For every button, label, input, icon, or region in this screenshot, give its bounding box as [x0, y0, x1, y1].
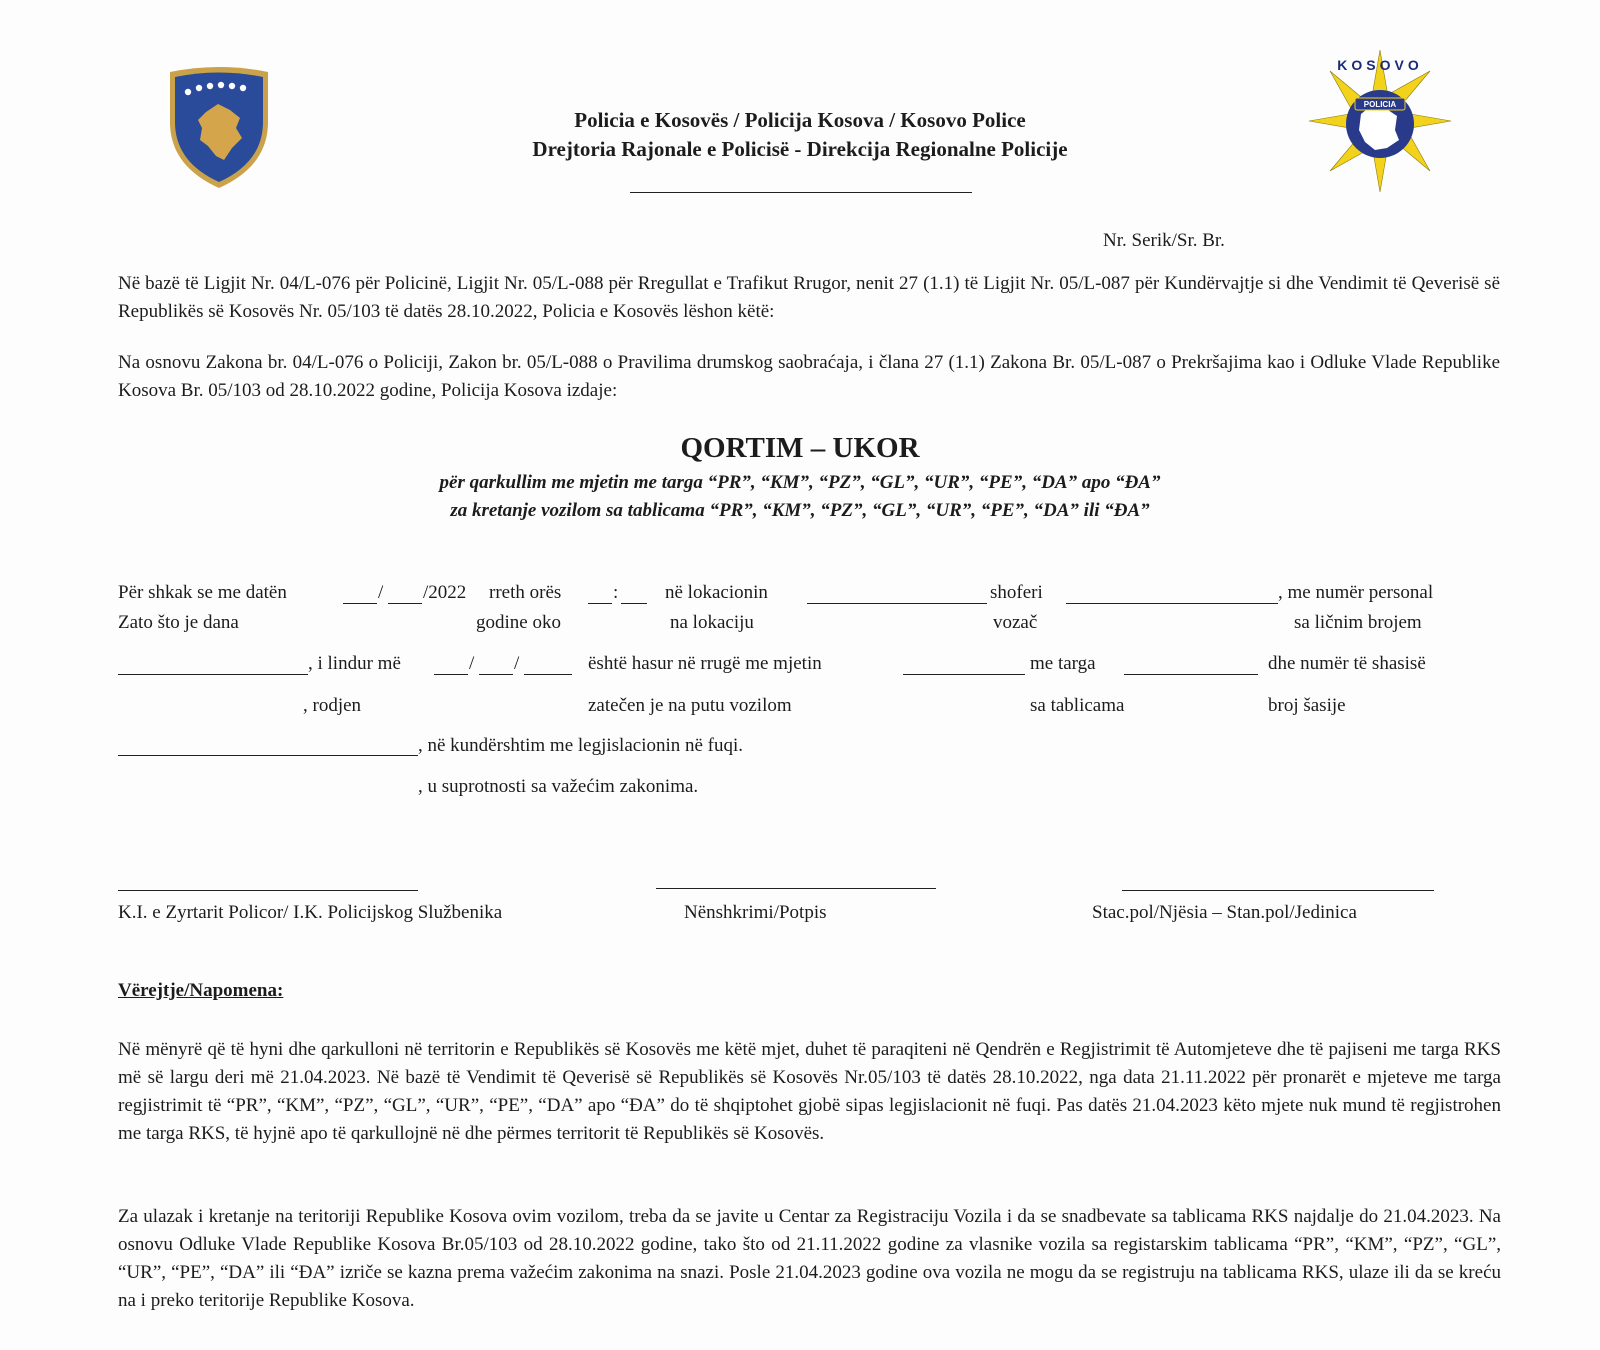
- vehicle-field[interactable]: [903, 674, 1025, 675]
- plates-field[interactable]: [1124, 674, 1258, 675]
- birth-year-field[interactable]: [524, 674, 572, 675]
- subtitle-serbian: za kretanje vozilom sa tablicama “PR”, “KM”, “PZ”, “GL”, “UR”, “PE”, “DA” ili “ĐA”: [450, 500, 1150, 521]
- intro-paragraph-serbian: Na osnovu Zakona br. 04/L-076 o Policiji, Zakon br. 05/L-088 o Pravilima drumskog saobraćaja, i člana 27 (1.1) Zakona Br. 05/L-087 o Prekršajima kao i Odluke Vlade Republike Kosova Br. 05/103 od 28.10.2022 godine, Policija Kosova izdaje:: [118, 352, 1500, 401]
- birth-separator-1: /: [469, 653, 475, 674]
- birth-separator-2: /: [514, 653, 520, 674]
- date-label-sq: Për shkak se me datën: [118, 582, 287, 603]
- note-paragraph-albanian: Në mënyrë që të hyni dhe qarkulloni në territorin e Republikës së Kosovës me këtë mjet, duhet të paraqiteni në Qendrën e Regjistrimit të Automjeteve dhe të pajiseni me targa RKS më së largu deri më 21.04.2023. Në bazë të Vendimit të Qeverisë së Republikës së Kosovës Nr.05/103 të datës 28.10.2022, nga data 21.11.2022 për pronarët e mjeteve me targa regjistrimit të “PR”, “KM”, “PZ”, “GL”, “UR”, “PE”, “DA” apo “ĐA” do të shqiptohet gjobë sipas legjislacionit në fuqi. Pas datës 21.04.2023 këto mjete nuk mund të regjistrohen me targa RKS, të hyjnë apo të qarkullojnë në dhe përmes territorit të Republikës së Kosovës.: [118, 1039, 1501, 1144]
- time-hour-field[interactable]: [588, 603, 612, 604]
- time-minute-field[interactable]: [621, 603, 647, 604]
- driver-label-sr: vozač: [993, 612, 1038, 633]
- plates-label-sr: sa tablicama: [1030, 695, 1125, 716]
- date-separator: /: [378, 582, 384, 603]
- contrary-to-law-sq: , në kundërshtim me legjislacionin në fuqi.: [418, 735, 744, 756]
- personal-number-field[interactable]: [118, 674, 308, 675]
- police-banner-text: POLICIA: [1363, 100, 1397, 109]
- time-separator: :: [613, 582, 619, 603]
- time-label-sq: rreth orës: [489, 582, 562, 603]
- signature-label: Nënshkrimi/Potpis: [684, 902, 827, 923]
- birth-month-field[interactable]: [479, 674, 513, 675]
- date-label-sr: Zato što je dana: [118, 612, 239, 633]
- station-label: Stac.pol/Njësia – Stan.pol/Jedinica: [1092, 902, 1357, 923]
- born-label-sq: , i lindur më: [308, 653, 401, 674]
- location-field[interactable]: [807, 603, 987, 604]
- year-label-sr: godine oko: [476, 612, 561, 633]
- location-label-sq: në lokacionin: [665, 582, 768, 603]
- driver-name-field[interactable]: [1066, 603, 1278, 604]
- contrary-to-law-sr: , u suprotnosti sa važećim zakonima.: [418, 776, 699, 797]
- driver-label-sq: shoferi: [990, 582, 1043, 603]
- officer-id-label: K.I. e Zyrtarit Policor/ I.K. Policijskog Službenika: [118, 902, 503, 923]
- station-signature-line: [1122, 890, 1434, 891]
- birth-day-field[interactable]: [434, 674, 468, 675]
- personal-number-label-sr: sa ličnim brojem: [1294, 612, 1422, 633]
- header-underline: [630, 192, 972, 193]
- date-day-field[interactable]: [343, 603, 377, 604]
- subtitle-albanian: për qarkullim me mjetin me targa “PR”, “KM”, “PZ”, “GL”, “UR”, “PE”, “DA” apo “ĐA”: [439, 472, 1161, 493]
- found-label-sq: është hasur në rrugë me mjetin: [588, 653, 822, 674]
- chassis-label-sq: dhe numër të shasisë: [1268, 653, 1426, 674]
- officer-signature-line: [118, 890, 418, 891]
- plates-label-sq: me targa: [1030, 653, 1096, 674]
- born-label-sr: , rodjen: [303, 695, 362, 716]
- date-month-field[interactable]: [388, 603, 422, 604]
- header-line-2: Drejtoria Rajonale e Policisë - Direkcija Regionalne Policije: [532, 137, 1068, 161]
- date-year-text: /2022: [423, 582, 467, 603]
- document-title: QORTIM – UKOR: [680, 432, 920, 464]
- kosovo-badge-text: KOSOVO: [1337, 57, 1423, 73]
- chassis-number-field[interactable]: [118, 755, 418, 756]
- chassis-label-sr: broj šasije: [1268, 695, 1346, 716]
- personal-number-label-sq: , me numër personal: [1278, 582, 1434, 603]
- serial-number-label: Nr. Serik/Sr. Br.: [1103, 230, 1225, 251]
- note-title: Vërejtje/Napomena:: [118, 980, 284, 1001]
- signature-line: [656, 888, 936, 889]
- location-label-sr: na lokaciju: [670, 612, 754, 633]
- intro-paragraph-albanian: Në bazë të Ligjit Nr. 04/L-076 për Policinë, Ligjit Nr. 05/L-088 për Rregullat e Trafikut Rrugor, nenit 27 (1.1) të Ligjit Nr. 05/L-087 për Kundërvajtje si dhe Vendimit të Qeverisë së Republikës së Kosovës Nr. 05/103 të datës 28.10.2022, Policia e Kosovës lëshon këtë:: [118, 273, 1500, 322]
- note-paragraph-serbian: Za ulazak i kretanje na teritoriji Republike Kosova ovim vozilom, treba da se javite u Centar za Registraciju Vozila i da se snadbevate sa tablicama RKS najdalje do 21.04.2023. Na osnovu Odluke Vlade Republike Kosova Br.05/103 od 28.10.2022 godine, tako što od 21.11.2022 godine za vlasnike vozila sa registarskim tablicama “PR”, “KM”, “PZ”, “GL”, “UR”, “PE”, “DA” ili “ĐA” izriče se kazna prema važećim zakonima na snazi. Posle 21.04.2023 godine ova vozila ne mogu da se registruju na tablicama RKS, ulaze ili da se kreću na i preko teritorije Republike Kosova.: [118, 1206, 1501, 1311]
- found-label-sr: zatečen je na putu vozilom: [588, 695, 792, 716]
- header-line-1: Policia e Kosovës / Policija Kosova / Kosovo Police: [574, 108, 1026, 132]
